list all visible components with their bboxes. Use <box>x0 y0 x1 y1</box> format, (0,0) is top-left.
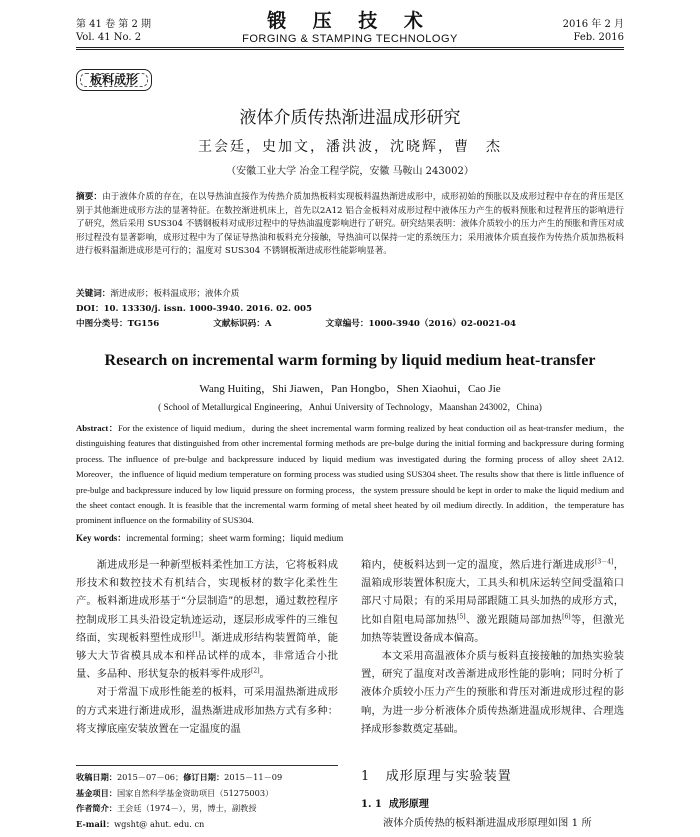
date-en: Feb. 2016 <box>573 32 624 43</box>
classification <box>76 318 624 331</box>
badge-inner-border <box>80 73 148 87</box>
header-date <box>563 18 624 44</box>
article-value: 1000-3940（2016）02-0021-04 <box>368 319 516 329</box>
citation: [2] <box>251 667 260 675</box>
citation: [6] <box>562 613 571 621</box>
volume-cn: 第 41 卷 第 2 期 <box>76 19 151 30</box>
title-cn: 液体介质传热渐进温成形研究 <box>239 108 461 128</box>
doc-code-label: 文献标识码： <box>213 319 265 329</box>
doi-label: DOI： <box>76 304 104 314</box>
body-left-column <box>76 556 338 738</box>
title-en: Research on incremental warm forming by liquid medium heat-transfer <box>104 352 596 369</box>
doc-code-value: A <box>264 319 272 329</box>
abstract-en <box>76 421 624 529</box>
authors-en: Wang Huiting，Shi Jiawen，Pan Hongbo，Shen Xiaohui，Cao Jie <box>199 383 501 395</box>
abstract-cn-text: 由于液体介质的存在，在以导热油直接作为传热介质加热板料实现板料温热渐进成形中，成形初始的预胀以及成形过程中存在的背压是区别于其他渐进成形方法的显著特征。在数控渐进机床上，首先以2A12 铝合金板料对成形过程中液体压力产生的板料预胀和过程背压的影响进行了研究，然后采用 SUS304 不锈钢板料对成形过程中的导热油温度影响进行了研究。研究结果表明：液体介质较小的压力产生的预胀和背压对成形过程没有显著影响，成形过程中为了保证导热油和板料充分接触，导热油可以保持一定的系统压力；采用液体介质直接作为传热介质加热板料进行板料温渐进成形是可行的；温度对 SUS304 不锈钢板渐进成形性能影响显著。 <box>76 192 624 257</box>
citation: [5] <box>457 613 466 621</box>
footnote: 收稿日期：2015－07－06；修订日期：2015－11－09 基金项目：国家自然科学基金资助项目（51275003） 作者简介：王会廷（1974－），男，博士，副教授 E-mail：wgsht@ ahut. edu. cn <box>76 772 283 829</box>
keywords-en <box>76 531 343 544</box>
keywords-en-text: incremental forming；sheet warm forming；liquid medium <box>126 533 344 543</box>
body-paragraph: 箱内，使板料达到一定的温度，然后进行渐进成形[3－4]，温箱成形装置体积庞大，工具头和机床运转空间受温箱口部尺寸局限；有的采用局部跟随工具头加热的成形方式，比如自阻电局部加热[5]、激光跟随局部加热[6]等，但激光加热等装置设备成本偏高。 <box>361 558 625 644</box>
affiliation-en: ( School of Metallurgical Engineering，Anhui University of Technology，Maanshan 243002，China) <box>158 403 542 413</box>
body-right-column <box>361 556 624 738</box>
header-rule-2 <box>76 49 624 50</box>
date-cn: 2016 年 2 月 <box>562 19 624 30</box>
keywords-cn-label: 关键词： <box>76 289 111 299</box>
journal-title-cn: 锻 压 技 术 <box>267 10 433 32</box>
section-1-1-text: 液体介质传热的板料渐进温成形原理如图 1 所 <box>383 817 592 829</box>
section-badge <box>76 69 152 91</box>
journal-title-en: FORGING & STAMPING TECHNOLOGY <box>242 33 458 45</box>
article-label: 文章编号： <box>325 319 369 329</box>
body-paragraph: 对于常温下成形性能差的板料，可采用温热渐进成形的方式来进行渐进成形，温热渐进成形加热方式有多种：将支撑底座安装放置在一定温度的温 <box>76 686 338 735</box>
abstract-en-label: Abstract： <box>76 423 118 433</box>
keywords-cn-text: 渐进成形；板料温成形；液体介质 <box>110 289 240 299</box>
body-paragraph: 本文采用高温液体介质与板料直接接触的加热实验装置，研究了温度对改善渐进成形性能的影响；同时分析了液体介质较小压力产生的预胀和背压对渐进成形过程的影响，为进一步分析液体介质传热渐进温成形规律、合理选择成形参数奠定基础。 <box>361 650 624 735</box>
body-paragraph: 渐进成形是一种新型板料柔性加工方法，它将板料成形技术和数控技术有机结合，实现板材的数字化柔性生产。板料渐进成形基于“分层制造”的思想，通过数控程序控制成形工具头沿设定轨迹运动，逐层形成零件的三维包络面，实现板料塑性成形[1]。渐进成形结构装置简单，能够大大节省模具成本和样品试样的成本，非常适合小批量、多品种、形状复杂的板料零件成形[2]。 <box>76 559 338 681</box>
affiliation-cn: （安徽工业大学 冶金工程学院，安徽 马鞍山 243002） <box>226 166 474 177</box>
doi-text: 10. 13330/j. issn. 1000-3940. 2016. 02. 005 <box>103 304 312 314</box>
abstract-cn <box>76 191 624 259</box>
section-heading-1: 1 成形原理与实验装置 <box>361 769 512 784</box>
citation: [3－4] <box>595 558 614 566</box>
keywords-en-label: Key words： <box>76 533 127 543</box>
clc-label: 中图分类号： <box>76 319 128 329</box>
badge-label: 板料成形 <box>89 73 138 87</box>
authors-cn: 王会廷，史加文，潘洪波，沈晓辉，曹 杰 <box>198 139 502 155</box>
footnote-rule <box>76 765 338 766</box>
clc-value: TG156 <box>127 319 160 329</box>
citation: [1] <box>192 631 201 639</box>
keywords-cn <box>76 288 239 301</box>
volume-en: Vol. 41 No. 2 <box>76 32 142 43</box>
abstract-cn-label: 摘要： <box>76 192 103 202</box>
abstract-en-text: For the existence of liquid medium，during the sheet incremental warm forming realized by heat conduction oil as heat-transfer medium，the distinguishing features that distinguished from other incremental forming methods are pre-bulge during the initial forming and backpressure during forming process. The influence of pre-bulge and backpressure induced by liquid medium was investigated during the forming process of alloy sheet 2A12. Moreover，the influence of liquid medium temperature on forming process was studied using SUS304 sheet. The results show that there is little influence of pre-bulge and backpressure induced by low liquid pressure on forming process，the system pressure should be kept in order to make the liquid medium and the sheet contact enough. It is feasible that the incremental warm forming of metal sheet heated by oil medium directly. In addition，the temperature has prominent influence on the formability of SUS304. <box>76 423 625 526</box>
header-rule <box>76 47 624 48</box>
section-heading-1-1: 1. 1 成形原理 <box>361 799 429 810</box>
doi <box>76 303 312 316</box>
